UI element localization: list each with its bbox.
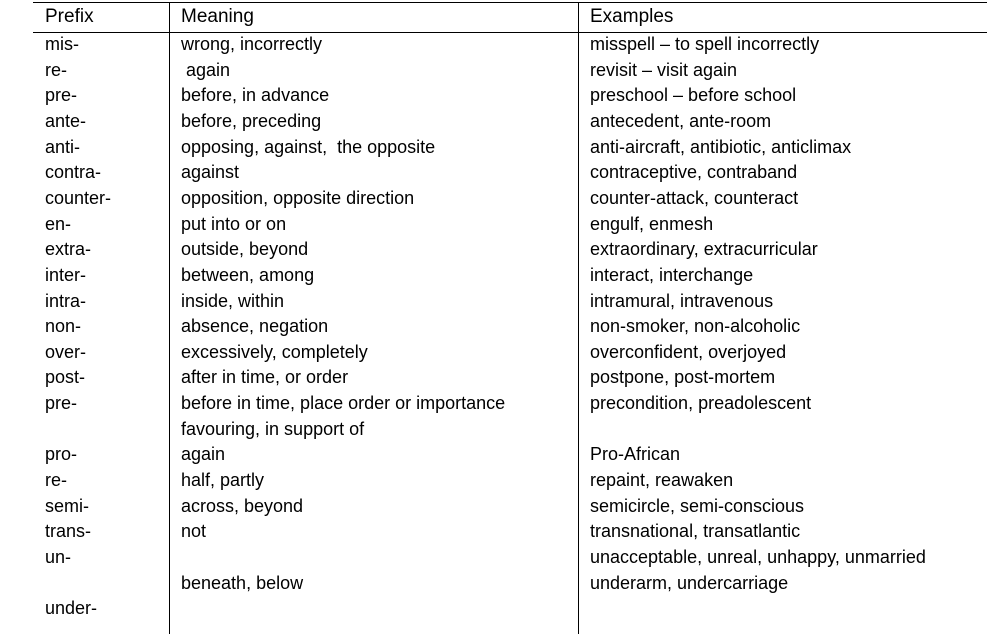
prefix-cell: mis-: [45, 34, 79, 54]
header-prefix: Prefix: [45, 6, 94, 27]
prefix-cell: contra-: [45, 162, 102, 183]
prefix-cell: pre-: [45, 85, 78, 106]
meaning-cell: again: [181, 59, 231, 80]
meaning-cell: excessively, completely: [181, 341, 368, 362]
example-cell: unacceptable, unreal, unhappy, unmarried: [590, 547, 926, 567]
meaning-cell: between, among: [181, 264, 315, 285]
prefix-cell: en-: [45, 213, 72, 234]
example-cell: semicircle, semi-conscious: [590, 495, 805, 516]
prefix-table: [33, 2, 987, 634]
example-cell: antecedent, ante-room: [590, 110, 772, 131]
meaning-cell: inside, within: [181, 290, 285, 311]
example-cell: anti-aircraft, antibiotic, anticlimax: [590, 136, 852, 157]
example-cell: misspell – to spell incorrectly: [590, 34, 820, 54]
example-cell: intramural, intravenous: [590, 290, 774, 311]
column-divider-2: [578, 2, 579, 634]
example-cell: revisit – visit again: [590, 59, 738, 80]
meaning-cell: put into or on: [181, 213, 287, 234]
table-top-border: [33, 2, 987, 3]
header-examples: Examples: [590, 6, 674, 27]
example-cell: contraceptive, contraband: [590, 162, 798, 183]
prefix-cell: intra-: [45, 290, 87, 311]
meaning-cell: before in time, place order or importance: [181, 393, 506, 414]
meaning-cell: before, preceding: [181, 110, 322, 131]
example-cell: postpone, post-mortem: [590, 367, 776, 388]
meaning-cell: against: [181, 162, 240, 183]
example-cell: interact, interchange: [590, 264, 754, 285]
example-cell: engulf, enmesh: [590, 213, 714, 234]
meaning-cell: not: [181, 521, 207, 542]
prefix-cell: ante-: [45, 110, 87, 131]
example-cell: Pro-African: [590, 444, 681, 465]
example-cell: non-smoker, non-alcoholic: [590, 316, 801, 337]
prefix-cell: trans-: [45, 521, 92, 542]
prefix-cell: un-: [45, 547, 72, 567]
prefix-cell: anti-: [45, 136, 81, 157]
example-cell: extraordinary, extracurricular: [590, 239, 818, 260]
prefix-cell: re-: [45, 59, 67, 80]
prefix-cell: counter-: [45, 187, 112, 208]
prefix-cell: non-: [45, 316, 82, 337]
prefix-cell: pre-: [45, 393, 78, 414]
header-meaning: Meaning: [181, 6, 254, 27]
meaning-cell: half, partly: [181, 470, 265, 491]
meaning-cell: wrong, incorrectly: [181, 34, 323, 54]
meaning-cell: before, in advance: [181, 85, 330, 106]
example-cell: counter-attack, counteract: [590, 187, 799, 208]
header-separator: [33, 32, 987, 33]
meaning-cell: beneath, below: [181, 572, 304, 593]
meaning-cell: absence, negation: [181, 316, 329, 337]
meaning-cell: across, beyond: [181, 495, 304, 516]
prefix-cell: post-: [45, 367, 86, 388]
prefix-cell: pro-: [45, 444, 78, 465]
prefix-cell: semi-: [45, 495, 89, 516]
example-cell: overconfident, overjoyed: [590, 341, 787, 362]
prefix-cell: inter-: [45, 264, 87, 285]
meaning-cell: favouring, in support of: [181, 418, 365, 439]
example-cell: transnational, transatlantic: [590, 521, 801, 542]
meaning-cell: opposition, opposite direction: [181, 187, 415, 208]
prefix-cell: extra-: [45, 239, 92, 260]
meaning-cell: again: [181, 444, 226, 465]
example-cell: precondition, preadolescent: [590, 393, 812, 414]
prefix-cell: under-: [45, 598, 98, 619]
meaning-cell: opposing, against, the opposite: [181, 136, 436, 157]
example-cell: underarm, undercarriage: [590, 572, 789, 593]
example-cell: repaint, reawaken: [590, 470, 734, 491]
example-cell: preschool – before school: [590, 85, 797, 106]
prefix-cell: re-: [45, 470, 67, 491]
prefix-cell: over-: [45, 341, 87, 362]
meaning-cell: after in time, or order: [181, 367, 349, 388]
column-divider-1: [169, 2, 170, 634]
meaning-cell: outside, beyond: [181, 239, 309, 260]
